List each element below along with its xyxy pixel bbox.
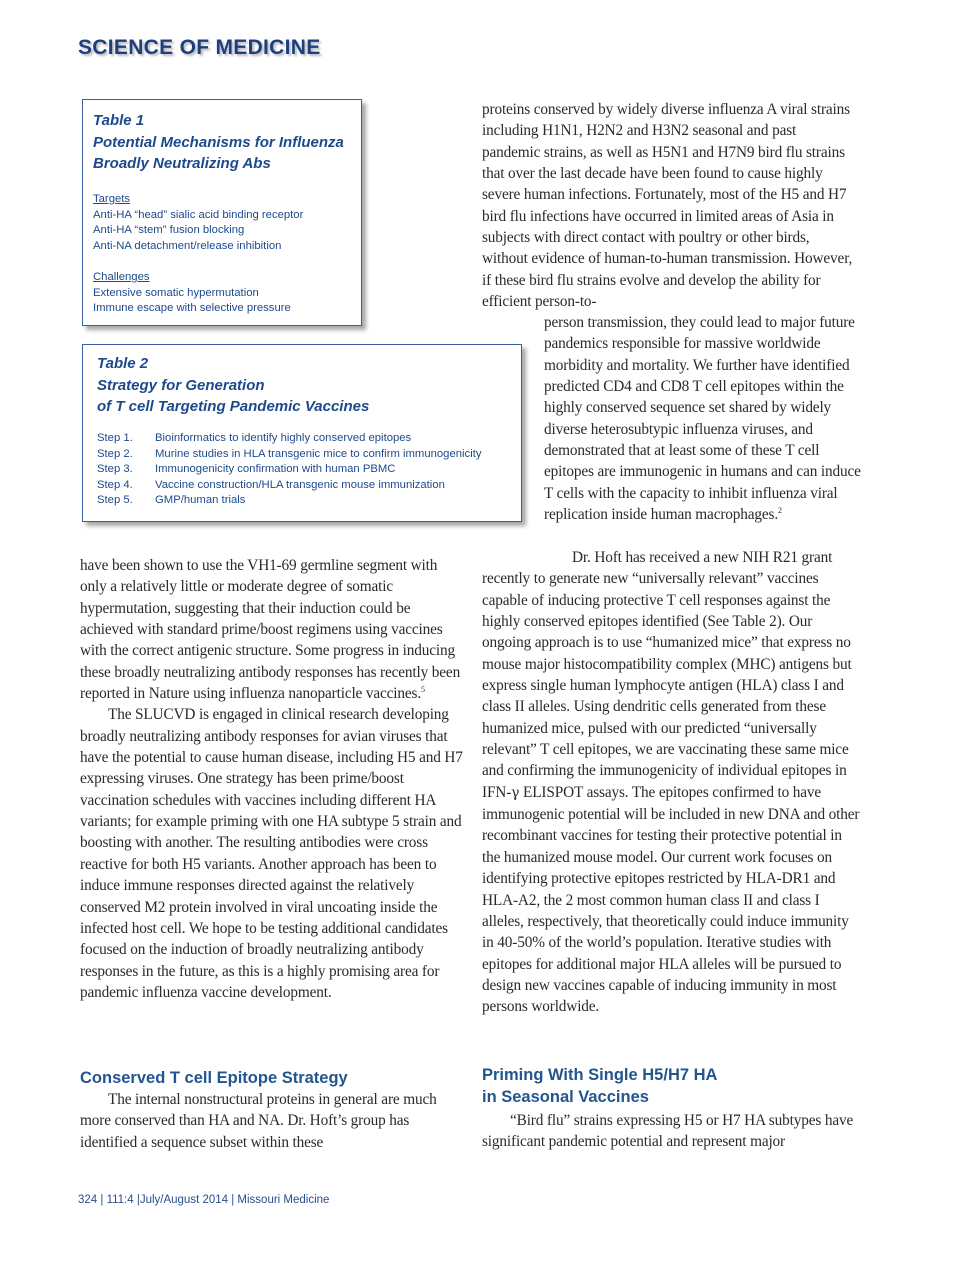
steps-list <box>97 431 513 509</box>
table-1-box <box>82 99 362 326</box>
section-heading-priming <box>482 1064 717 1108</box>
step-text: Vaccine construction/HLA transgenic mouse immunization <box>155 478 445 491</box>
step-row <box>97 478 513 494</box>
body-paragraph: “Bird flu” strains expressing H5 or H7 HA subtypes have significant pandemic potential and represent major <box>482 1112 854 1151</box>
step-number: Step 5. <box>97 494 133 507</box>
step-row <box>97 431 513 447</box>
table-1-title-line-1: Potential Mechanisms for Influenza <box>93 133 344 151</box>
step-number: Step 2. <box>97 447 133 460</box>
step-number: Step 4. <box>97 478 133 491</box>
body-paragraph: The internal nonstructural proteins in general are much more conserved than HA and NA. Dr. Hoft’s group has identified a sequence subset within these <box>80 1091 437 1151</box>
step-text: Immunogenicity confirmation with human PBMC <box>155 463 396 476</box>
body-paragraph: proteins conserved by widely diverse influenza A viral strains including H1N1, H2N2 and H3N2 seasonal and past pandemic strains, as well as H5N1 and H7N9 bird flu strains that over the last decade have been found to cause highly severe human infections. Fortunately, most of the H5 and H7 bird flu infections have occurred in limited areas of Asia in subjects with direct contact with poultry or other birds, without evidence of human-to-human transmission. However, if these bird flu strains evolve and develop the ability for efficient person-to- <box>482 101 853 311</box>
target-item: Anti-HA “head” sialic acid binding receptor <box>93 208 304 221</box>
body-paragraph: The SLUCVD is engaged in clinical research developing broadly neutralizing antibody responses for avian viruses that have the potential to cause human disease, including H5 and H7 expressing viruses. One strategy has been prime/boost vaccination schedules with vaccines including different HA variants; for example priming with one HA subtype 5 strain and boosting with another. The resulting antibodies were cross reactive for both H5 variants. Another approach has been to induce immune responses directed against the relatively conserved M2 protein involved in viral uncoating inside the infected host cell. We hope to be testing additional candidates focused on the induction of broadly neutralizing antibody responses in the future, as this is a highly promising area for pandemic influenza vaccine development. <box>80 706 463 1001</box>
table-2-box <box>82 344 522 522</box>
running-head: SCIENCE OF MEDICINE <box>78 36 321 59</box>
step-row <box>97 447 513 463</box>
table-2-label: Table 2 <box>97 355 149 372</box>
targets-section <box>93 192 353 317</box>
right-column-main <box>482 547 860 1018</box>
step-text: Bioinformatics to identify highly conserved epitopes <box>155 432 412 445</box>
step-text: GMP/human trials <box>155 494 246 507</box>
targets-heading: Targets <box>93 193 131 206</box>
right-column-bottom <box>482 1110 854 1153</box>
right-column-wrap <box>544 312 862 525</box>
table-2-title-line-1: Strategy for Generation <box>97 376 265 394</box>
reference-mark: 5 <box>421 684 425 694</box>
step-text: Murine studies in HLA transgenic mice to confirm immunogenicity <box>155 447 482 460</box>
table-2-title-line-2: of T cell Targeting Pandemic Vaccines <box>97 398 370 416</box>
challenges-heading: Challenges <box>93 271 150 284</box>
target-item: Anti-NA detachment/release inhibition <box>93 239 282 252</box>
section-heading-line-1: Priming With Single H5/H7 HA <box>482 1066 718 1084</box>
section-heading-line-2: in Seasonal Vaccines <box>482 1088 649 1106</box>
step-row <box>97 462 513 478</box>
body-paragraph: Dr. Hoft has received a new NIH R21 grant recently to generate new “universally relevant” vaccines capable of inducing protective T cell responses against the highly conserved epitopes identified (See Table 2). Our ongoing approach is to use “humanized mice” that express no mouse major histocompatibility complex (MHC) antigens but express single human lymphocyte antigen (HLA) class I and class II alleles. Using dendritic cells generated from these humanized mice, pulsed with our predicted “universally relevant” T cell epitopes, we are vaccinating these same mice and confirming the immunogenicity of individual epitopes in IFN-γ ELISPOT assays. The epitopes confirmed to have immunogenic potential will be included in new DNA and other recombinant vaccines for testing their protective potential in the humanized mouse model. Our current work focuses on identifying protective epitopes restricted by HLA-DR1 and HLA-A2, the 2 most common human class II and class I alleles, respectively, that theoretically could induce immunity in 40-50% of the world’s population. Iterative studies with epitopes for additional major HLA alleles will be pursued to design new vaccines capable of inducing immunity in most persons worldwide. <box>482 549 860 1016</box>
body-paragraph: have been shown to use the VH1-69 germline segment with only a relatively little or moderate degree of somatic hypermutation, suggesting that their induction could be achieved with standard prime/boost regimens using vaccines with the correct antigenic structure. Some progress in inducing these broadly neutralizing antibody responses has recently been reported in Nature using influenza nanoparticle vaccines.$^5$ <box>80 557 461 703</box>
page-footer: 324 | 111:4 |July/August 2014 | Missouri Medicine <box>78 1194 330 1206</box>
step-number: Step 1. <box>97 432 133 445</box>
step-row <box>97 493 513 509</box>
target-item: Anti-HA “stem” fusion blocking <box>93 224 245 237</box>
section-heading-conserved-t-cell: Conserved T cell Epitope Strategy <box>80 1069 348 1087</box>
gamma-symbol: γ <box>511 784 520 801</box>
table-1-title-line-2: Broadly Neutralizing Abs <box>93 155 271 173</box>
left-column <box>80 555 464 1003</box>
right-column-top <box>482 99 854 312</box>
reference-mark: 2 <box>778 506 782 515</box>
challenge-item: Extensive somatic hypermutation <box>93 286 259 299</box>
step-number: Step 3. <box>97 463 133 476</box>
body-paragraph: person transmission, they could lead to major future pandemics responsible for massive worldwide morbidity and mortality. We further have identified predicted CD4 and CD8 T cell epitopes within the highly conserved sequence set shared by widely diverse heterosubtypic influenza viruses, and demonstrated that at least some of these T cell epitopes are immunogenic in humans and can induce T cells with the capacity to inhibit influenza viral replication inside human macrophages.$^2$ <box>544 314 861 524</box>
left-column-bottom <box>80 1089 464 1153</box>
challenge-item: Immune escape with selective pressure <box>93 302 291 315</box>
table-1-label: Table 1 <box>93 112 145 129</box>
